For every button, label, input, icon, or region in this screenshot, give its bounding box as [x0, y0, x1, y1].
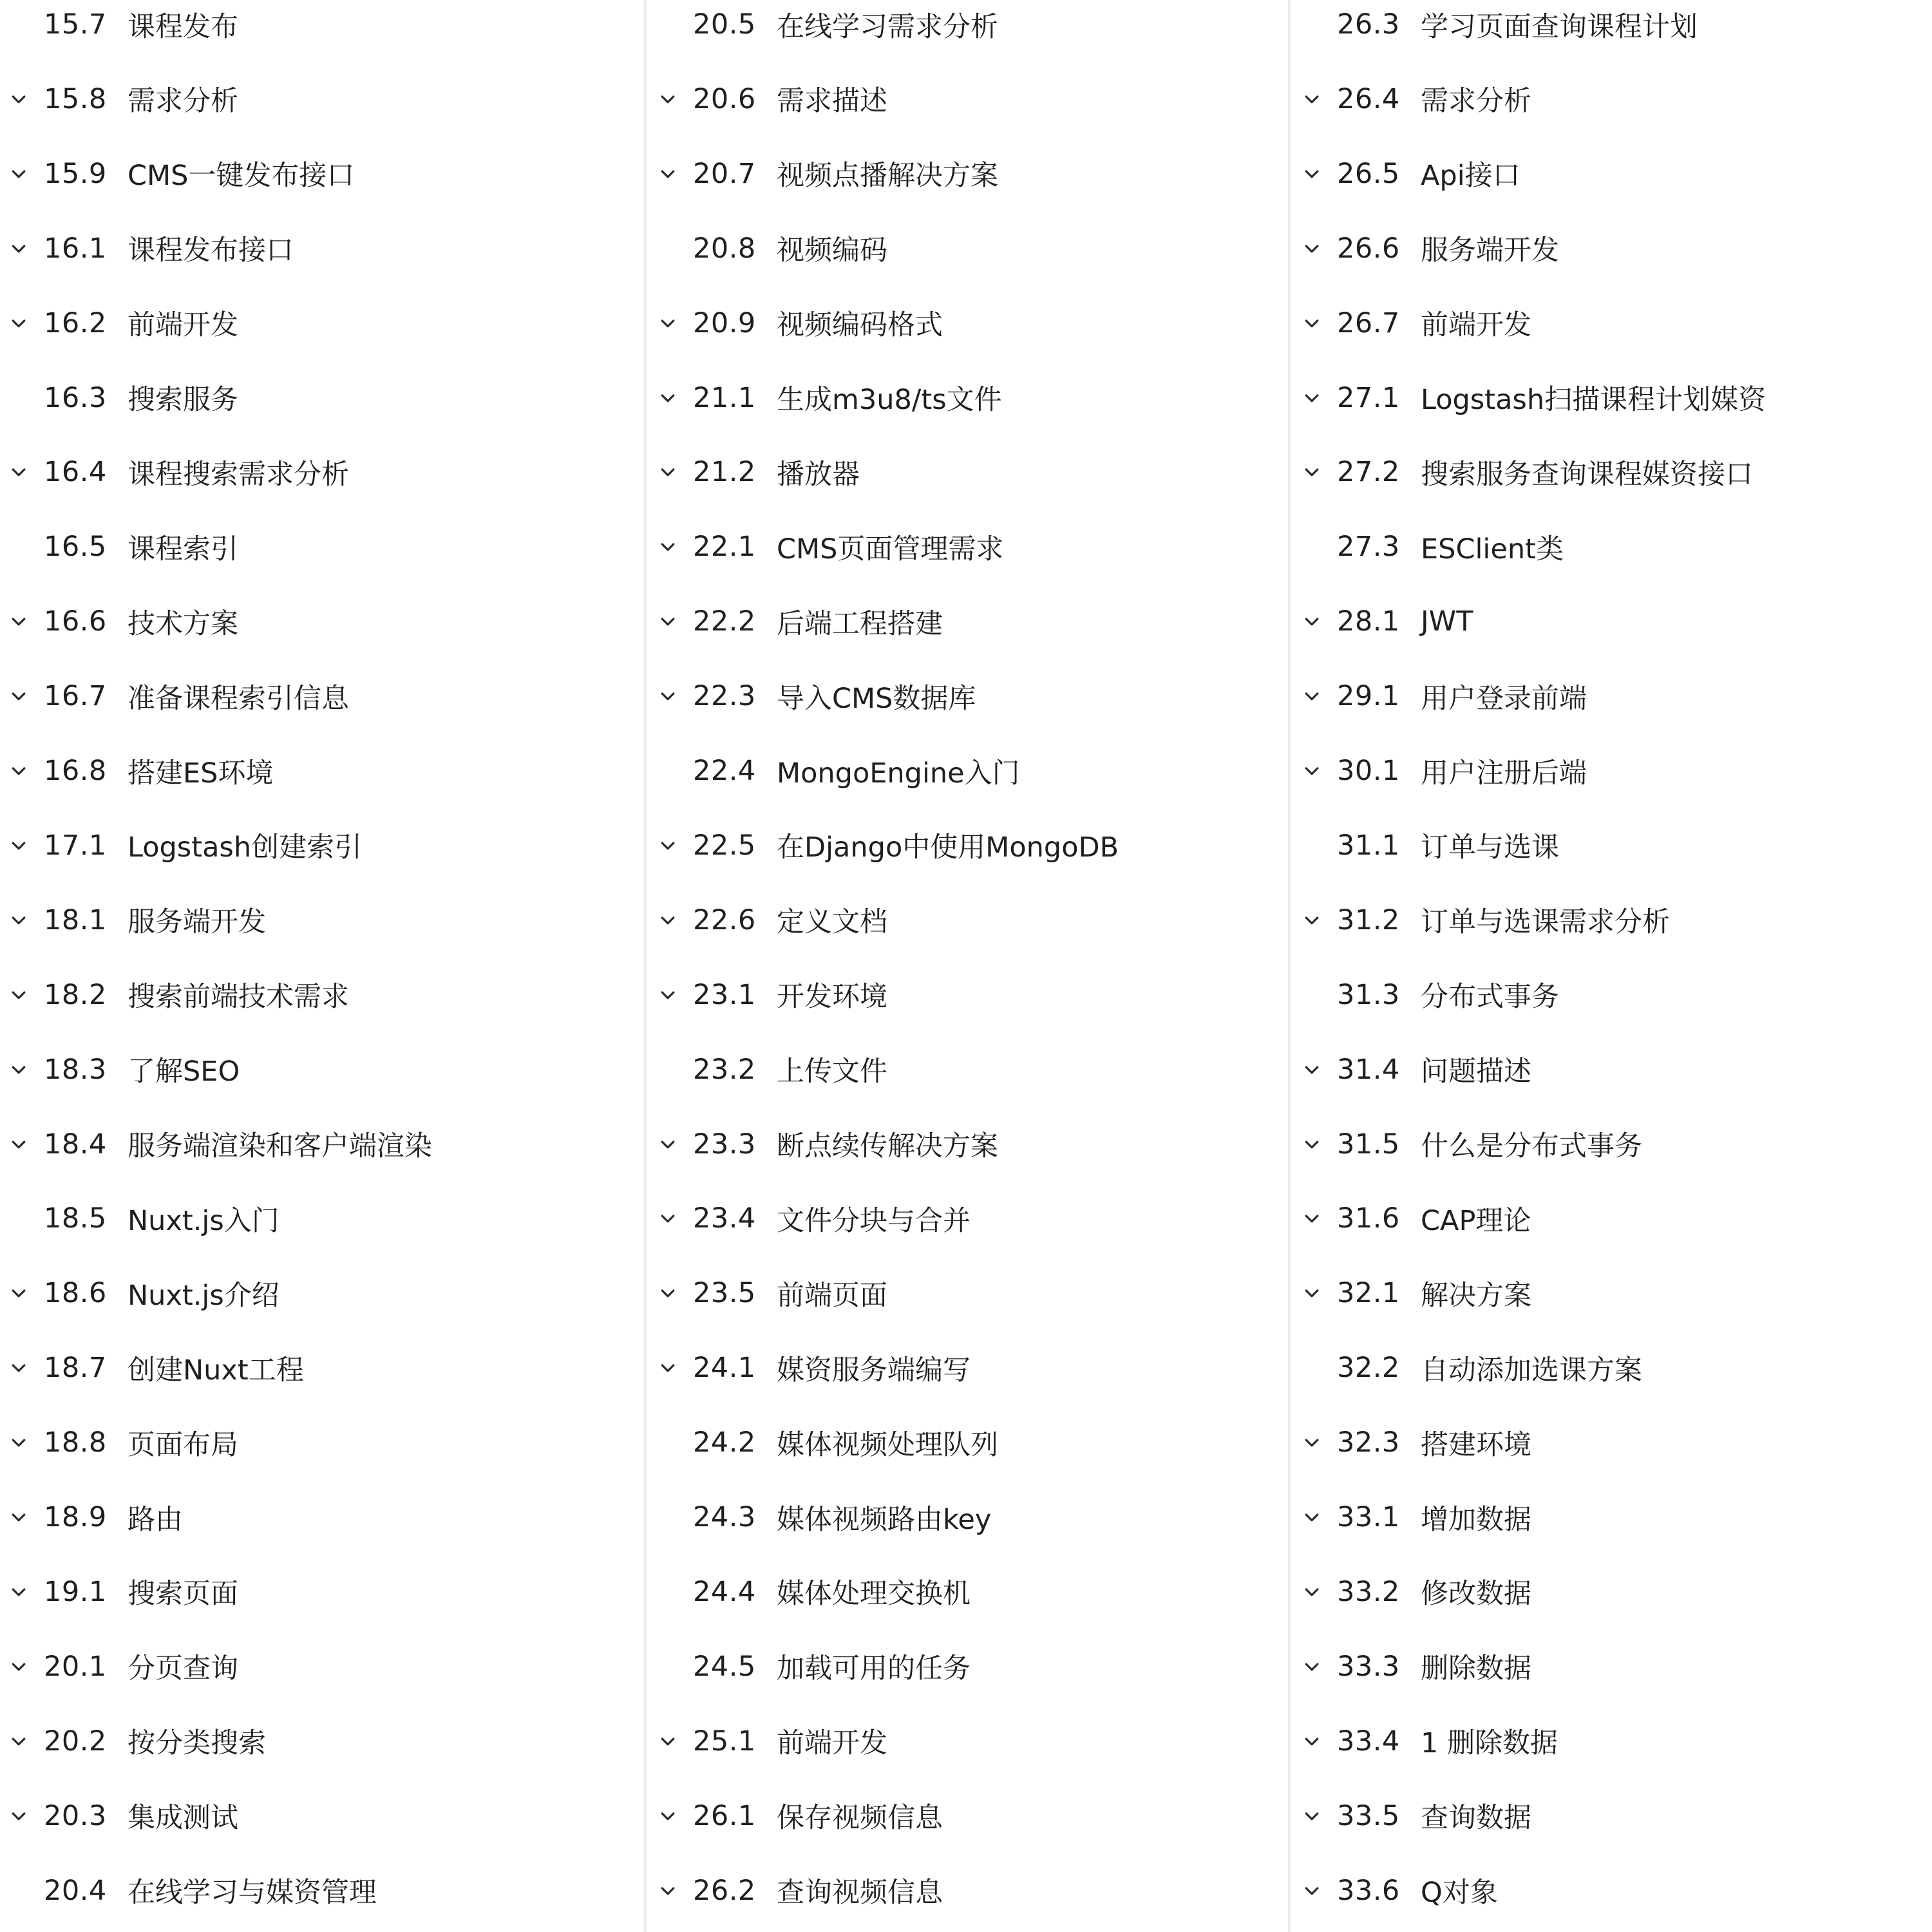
toc-item-title: 搜索服务	[128, 384, 238, 416]
toc-item-number: 22.4	[693, 755, 756, 787]
chevron-down-icon[interactable]	[9, 762, 28, 781]
toc-item[interactable]	[1291, 958, 1932, 1032]
toc-item-title: ESClient类	[1421, 533, 1564, 565]
toc-item-number: 33.5	[1337, 1799, 1400, 1832]
chevron-down-icon[interactable]	[9, 1508, 28, 1528]
chevron-down-icon[interactable]	[658, 165, 677, 184]
toc-item-title: 需求分析	[128, 85, 238, 118]
chevron-down-icon[interactable]	[9, 1658, 28, 1677]
toc-item[interactable]	[0, 1405, 644, 1480]
toc-item-title: 搜索页面	[128, 1578, 238, 1611]
toc-item-number: 32.2	[1337, 1352, 1400, 1385]
toc-item[interactable]	[647, 137, 1288, 211]
toc-item-number: 20.4	[44, 1874, 107, 1907]
chevron-down-icon[interactable]	[9, 986, 28, 1005]
toc-item[interactable]	[647, 1853, 1288, 1928]
toc-item-number: 33.6	[1337, 1874, 1400, 1907]
chevron-down-icon[interactable]	[9, 1434, 28, 1453]
toc-item[interactable]	[0, 958, 644, 1032]
chevron-down-icon[interactable]	[9, 314, 28, 334]
toc-item[interactable]	[647, 211, 1288, 286]
toc-item-number: 18.4	[44, 1128, 107, 1160]
toc-item-number: 31.1	[1337, 829, 1400, 862]
toc-item[interactable]	[0, 808, 644, 883]
toc-item-title: CMS一键发布接口	[128, 160, 355, 193]
toc-item[interactable]	[0, 1629, 644, 1704]
chevron-down-icon[interactable]	[1302, 1284, 1321, 1303]
chevron-down-icon[interactable]	[9, 1135, 28, 1155]
toc-item-number: 22.3	[693, 680, 756, 713]
toc-item-number: 28.1	[1337, 605, 1400, 638]
toc-item-number: 22.1	[693, 531, 756, 564]
toc-item[interactable]	[647, 62, 1288, 137]
toc-item[interactable]	[647, 1779, 1288, 1853]
toc-item-title: CMS页面管理需求	[777, 533, 1004, 565]
chevron-down-icon[interactable]	[9, 463, 28, 482]
toc-item[interactable]	[1291, 62, 1932, 137]
toc-item[interactable]	[647, 1480, 1288, 1555]
chevron-down-icon[interactable]	[1302, 389, 1321, 408]
chevron-down-icon[interactable]	[658, 837, 677, 856]
chevron-down-icon[interactable]	[1302, 1882, 1321, 1901]
chevron-down-icon[interactable]	[9, 1807, 28, 1826]
toc-item[interactable]	[1291, 211, 1932, 286]
toc-item-title: 媒体处理交换机	[777, 1578, 971, 1611]
toc-item-title: 前端开发	[777, 1727, 887, 1760]
toc-item-number: 24.4	[693, 1575, 756, 1608]
toc-item-number: 31.6	[1337, 1202, 1400, 1235]
chevron-down-icon[interactable]	[1302, 612, 1321, 632]
toc-item[interactable]	[0, 1107, 644, 1182]
toc-item-number: 20.8	[693, 232, 756, 265]
toc-item-title: 解决方案	[1421, 1279, 1531, 1312]
toc-item-title: 集成测试	[128, 1802, 238, 1835]
toc-item-number: 20.7	[693, 157, 756, 190]
toc-item-title: 媒资服务端编写	[777, 1354, 971, 1387]
toc-item-title: 导入CMS数据库	[777, 682, 976, 715]
toc-item[interactable]	[0, 584, 644, 659]
chevron-down-icon[interactable]	[1302, 463, 1321, 482]
toc-item-title: 路由	[128, 1503, 183, 1536]
toc-item-title: 课程搜索需求分析	[128, 458, 349, 491]
toc-item-title: JWT	[1421, 605, 1473, 638]
toc-item-title: 自动添加选课方案	[1421, 1354, 1642, 1387]
toc-item-title: 需求分析	[1421, 85, 1531, 118]
toc-item-number: 33.4	[1337, 1725, 1400, 1757]
toc-item-title: 分布式事务	[1421, 981, 1559, 1014]
toc-item-title: 删除数据	[1421, 1653, 1531, 1685]
toc-item[interactable]	[1291, 883, 1932, 958]
toc-item-title: 保存视频信息	[777, 1802, 943, 1835]
toc-item-number: 16.5	[44, 531, 107, 564]
toc-item[interactable]	[1291, 1256, 1932, 1331]
chevron-down-icon[interactable]	[9, 165, 28, 184]
toc-item[interactable]	[0, 1032, 644, 1107]
chevron-down-icon[interactable]	[9, 1732, 28, 1752]
toc-item-title: 生成m3u8/ts文件	[777, 384, 1002, 416]
toc-item-title: 搭建环境	[1421, 1428, 1531, 1461]
chevron-down-icon[interactable]	[1302, 1732, 1321, 1752]
toc-item[interactable]	[1291, 1331, 1932, 1405]
chevron-down-icon[interactable]	[658, 314, 677, 334]
toc-item[interactable]	[1291, 1629, 1932, 1704]
toc-item-title: 在Django中使用MongoDB	[777, 831, 1119, 864]
toc-item-number: 18.2	[44, 978, 107, 1011]
toc-item[interactable]	[647, 286, 1288, 361]
toc-item-number: 20.6	[693, 82, 756, 115]
toc-item-title: 定义文档	[777, 906, 887, 939]
toc-item-title: 视频编码格式	[777, 309, 943, 342]
toc-item[interactable]	[0, 509, 644, 584]
toc-item-title: 分页查询	[128, 1653, 238, 1685]
chevron-down-icon[interactable]	[9, 612, 28, 632]
toc-item-title: CAP理论	[1421, 1204, 1531, 1237]
toc-item-number: 33.1	[1337, 1501, 1400, 1533]
toc-item[interactable]	[647, 361, 1288, 435]
toc-item[interactable]	[1291, 137, 1932, 211]
toc-item-title: 页面布局	[128, 1428, 238, 1461]
toc-item-number: 27.3	[1337, 531, 1400, 564]
toc-item-title: 后端工程搭建	[777, 607, 943, 640]
toc-item-title: 查询数据	[1421, 1802, 1531, 1835]
toc-item[interactable]	[647, 1629, 1288, 1704]
toc-item-title: 按分类搜索	[128, 1727, 266, 1760]
chevron-down-icon[interactable]	[1302, 911, 1321, 931]
chevron-down-icon[interactable]	[9, 1359, 28, 1378]
toc-item[interactable]	[647, 1256, 1288, 1331]
toc-item-number: 31.4	[1337, 1053, 1400, 1086]
toc-item[interactable]	[647, 958, 1288, 1032]
toc-item[interactable]	[1291, 361, 1932, 435]
chevron-down-icon[interactable]	[658, 538, 677, 557]
toc-column-3	[1288, 0, 1932, 1932]
toc-item-number: 24.2	[693, 1426, 756, 1459]
toc-item-title: 文件分块与合并	[777, 1204, 971, 1237]
toc-item[interactable]	[1291, 1405, 1932, 1480]
chevron-down-icon[interactable]	[9, 911, 28, 931]
toc-item-title: Nuxt.js介绍	[128, 1279, 279, 1312]
chevron-down-icon[interactable]	[658, 90, 677, 109]
toc-item-number: 31.3	[1337, 978, 1400, 1011]
toc-item-number: 23.2	[693, 1053, 756, 1086]
toc-item-number: 23.5	[693, 1277, 756, 1310]
toc-item-title: 搭建ES环境	[128, 757, 274, 790]
toc-item-number: 26.2	[693, 1874, 756, 1907]
toc-item-number: 18.5	[44, 1202, 107, 1235]
toc-item-number: 20.5	[693, 8, 756, 41]
toc-item[interactable]	[1291, 1704, 1932, 1779]
toc-item-number: 25.1	[693, 1725, 756, 1757]
chevron-down-icon[interactable]	[1302, 314, 1321, 334]
chevron-down-icon[interactable]	[658, 687, 677, 706]
chevron-down-icon[interactable]	[658, 1284, 677, 1303]
toc-item[interactable]	[1291, 1032, 1932, 1107]
toc-item[interactable]	[0, 211, 644, 286]
toc-item-title: 了解SEO	[128, 1056, 240, 1088]
toc-item[interactable]	[0, 0, 644, 62]
toc-item[interactable]	[1291, 1555, 1932, 1629]
toc-item[interactable]	[0, 286, 644, 361]
toc-item-title: MongoEngine入门	[777, 757, 1020, 790]
toc-item-number: 31.2	[1337, 904, 1400, 936]
toc-item-title: 1 删除数据	[1421, 1727, 1558, 1760]
toc-item-number: 18.9	[44, 1501, 107, 1533]
toc-item-number: 18.3	[44, 1053, 107, 1086]
toc-item[interactable]	[1291, 808, 1932, 883]
chevron-down-icon[interactable]	[1302, 90, 1321, 109]
chevron-down-icon[interactable]	[658, 1807, 677, 1826]
toc-item-title: 上传文件	[777, 1056, 887, 1088]
toc-item-number: 27.1	[1337, 381, 1400, 414]
chevron-down-icon[interactable]	[9, 1583, 28, 1602]
toc-item-title: 技术方案	[128, 607, 238, 640]
toc-item-number: 30.1	[1337, 755, 1400, 787]
toc-item[interactable]	[0, 1555, 644, 1629]
toc-item-number: 15.7	[44, 8, 107, 41]
toc-item[interactable]	[1291, 286, 1932, 361]
chevron-down-icon[interactable]	[658, 1359, 677, 1378]
toc-item[interactable]	[1291, 0, 1932, 62]
toc-item-number: 20.3	[44, 1799, 107, 1832]
chevron-down-icon[interactable]	[1302, 1583, 1321, 1602]
toc-item-title: 订单与选课	[1421, 831, 1559, 864]
toc-item-title: 视频编码	[777, 234, 887, 267]
toc-item-number: 22.5	[693, 829, 756, 862]
toc-item-number: 20.9	[693, 307, 756, 339]
toc-item[interactable]	[1291, 734, 1932, 808]
chevron-down-icon[interactable]	[9, 1061, 28, 1080]
toc-item-number: 16.6	[44, 605, 107, 638]
toc-item-number: 26.5	[1337, 157, 1400, 190]
toc-item-number: 26.6	[1337, 232, 1400, 265]
chevron-down-icon[interactable]	[658, 463, 677, 482]
toc-item-title: 服务端渲染和客户端渲染	[128, 1130, 432, 1162]
chevron-down-icon[interactable]	[658, 911, 677, 931]
toc-item-title: 播放器	[777, 458, 860, 491]
toc-item-number: 16.3	[44, 381, 107, 414]
toc-item[interactable]	[0, 1853, 644, 1928]
toc-item-number: 26.3	[1337, 8, 1400, 41]
toc-item-number: 26.1	[693, 1799, 756, 1832]
toc-item-number: 22.6	[693, 904, 756, 936]
toc-item-title: 在线学习与媒资管理	[128, 1877, 377, 1909]
toc-item-title: Logstash扫描课程计划媒资	[1421, 384, 1766, 416]
chevron-down-icon[interactable]	[658, 612, 677, 632]
toc-item-number: 19.1	[44, 1575, 107, 1608]
toc-item-title: 查询视频信息	[777, 1877, 943, 1909]
toc-item-number: 17.1	[44, 829, 107, 862]
toc-item[interactable]	[647, 1405, 1288, 1480]
toc-item[interactable]	[0, 1331, 644, 1405]
toc-item-title: 创建Nuxt工程	[128, 1354, 304, 1387]
toc-item-title: 订单与选课需求分析	[1421, 906, 1670, 939]
toc-item-title: 服务端开发	[128, 906, 266, 939]
toc-item[interactable]	[1291, 584, 1932, 659]
toc-item-title: 课程发布接口	[128, 234, 294, 267]
toc-item-title: 课程发布	[128, 10, 238, 43]
toc-item-title: 加载可用的任务	[777, 1653, 971, 1685]
toc-item[interactable]	[1291, 659, 1932, 734]
toc-item-title: 课程索引	[128, 533, 238, 565]
toc-item[interactable]	[647, 509, 1288, 584]
toc-item[interactable]	[1291, 435, 1932, 509]
toc-item-number: 23.4	[693, 1202, 756, 1235]
chevron-down-icon[interactable]	[658, 389, 677, 408]
toc-item[interactable]	[647, 1331, 1288, 1405]
toc-item-number: 32.1	[1337, 1277, 1400, 1310]
toc-item-number: 21.2	[693, 456, 756, 489]
toc-item-title: 开发环境	[777, 981, 887, 1014]
toc-item-number: 32.3	[1337, 1426, 1400, 1459]
toc-item-number: 33.3	[1337, 1650, 1400, 1683]
toc-item[interactable]	[647, 1032, 1288, 1107]
chevron-down-icon[interactable]	[1302, 1434, 1321, 1453]
toc-item[interactable]	[0, 1779, 644, 1853]
toc-item-number: 29.1	[1337, 680, 1400, 713]
toc-item[interactable]	[647, 584, 1288, 659]
toc-item-number: 24.1	[693, 1352, 756, 1385]
toc-item-title: Q对象	[1421, 1877, 1498, 1909]
toc-item[interactable]	[0, 659, 644, 734]
toc-item-number: 16.7	[44, 680, 107, 713]
toc-item-title: 用户登录前端	[1421, 682, 1587, 715]
chevron-down-icon[interactable]	[9, 1284, 28, 1303]
toc-item[interactable]	[0, 883, 644, 958]
toc-item[interactable]	[0, 62, 644, 137]
chevron-down-icon[interactable]	[1302, 165, 1321, 184]
toc-item[interactable]	[1291, 1779, 1932, 1853]
chevron-down-icon[interactable]	[1302, 1209, 1321, 1229]
chevron-down-icon[interactable]	[1302, 240, 1321, 259]
toc-item-title: 搜索前端技术需求	[128, 981, 349, 1014]
toc-column-1	[0, 0, 644, 1932]
toc-item[interactable]	[0, 435, 644, 509]
toc-item-number: 22.2	[693, 605, 756, 638]
toc-item[interactable]	[0, 734, 644, 808]
toc-item-title: 搜索服务查询课程媒资接口	[1421, 458, 1753, 491]
toc-item-number: 26.7	[1337, 307, 1400, 339]
toc-item[interactable]	[647, 0, 1288, 62]
toc-item-title: 什么是分布式事务	[1421, 1130, 1642, 1162]
toc-item-title: 问题描述	[1421, 1056, 1531, 1088]
toc-item[interactable]	[647, 659, 1288, 734]
chevron-down-icon[interactable]	[658, 1135, 677, 1155]
toc-item-title: 用户注册后端	[1421, 757, 1587, 790]
toc-item-title: Logstash创建索引	[128, 831, 363, 864]
chevron-down-icon[interactable]	[9, 687, 28, 706]
toc-item-title: Api接口	[1421, 160, 1520, 193]
toc-item-number: 18.1	[44, 904, 107, 936]
chevron-down-icon[interactable]	[658, 986, 677, 1005]
toc-item-number: 23.1	[693, 978, 756, 1011]
chevron-down-icon[interactable]	[1302, 1135, 1321, 1155]
toc-item-title: 断点续传解决方案	[777, 1130, 998, 1162]
toc-item-number: 31.5	[1337, 1128, 1400, 1160]
toc-item-number: 24.5	[693, 1650, 756, 1683]
toc-item-number: 24.3	[693, 1501, 756, 1533]
toc-item-number: 21.1	[693, 381, 756, 414]
chevron-down-icon[interactable]	[1302, 1807, 1321, 1826]
chevron-down-icon[interactable]	[658, 1882, 677, 1901]
chevron-down-icon[interactable]	[1302, 1658, 1321, 1677]
toc-item-number: 26.4	[1337, 82, 1400, 115]
chevron-down-icon[interactable]	[658, 1209, 677, 1229]
toc-item[interactable]	[0, 137, 644, 211]
toc-item[interactable]	[0, 1704, 644, 1779]
toc-item-title: 学习页面查询课程计划	[1421, 10, 1698, 43]
toc-item-number: 18.7	[44, 1352, 107, 1385]
toc-item-title: 服务端开发	[1421, 234, 1559, 267]
toc-item[interactable]	[0, 1480, 644, 1555]
toc-item-number: 27.2	[1337, 456, 1400, 489]
chevron-down-icon[interactable]	[1302, 1508, 1321, 1528]
toc-item-title: 准备课程索引信息	[128, 682, 349, 715]
chevron-down-icon[interactable]	[1302, 687, 1321, 706]
toc-item-number: 16.2	[44, 307, 107, 339]
toc-item-title: 媒体视频处理队列	[777, 1428, 998, 1461]
toc-item-title: 前端开发	[128, 309, 238, 342]
toc-item[interactable]	[647, 883, 1288, 958]
toc-item-title: 前端开发	[1421, 309, 1531, 342]
toc-item-title: 需求描述	[777, 85, 887, 118]
toc-item-number: 33.2	[1337, 1575, 1400, 1608]
toc-item-number: 16.4	[44, 456, 107, 489]
toc-item-title: Nuxt.js入门	[128, 1204, 279, 1237]
toc-item[interactable]	[647, 734, 1288, 808]
toc-item[interactable]	[1291, 1181, 1932, 1256]
toc-item[interactable]	[647, 808, 1288, 883]
toc-item-number: 15.8	[44, 82, 107, 115]
toc-item-title: 在线学习需求分析	[777, 10, 998, 43]
toc-item[interactable]	[0, 361, 644, 435]
toc-item-number: 16.1	[44, 232, 107, 265]
chevron-down-icon[interactable]	[9, 837, 28, 856]
toc-item[interactable]	[647, 1107, 1288, 1182]
toc-item[interactable]	[1291, 509, 1932, 584]
toc-item[interactable]	[1291, 1480, 1932, 1555]
toc-item-number: 23.3	[693, 1128, 756, 1160]
toc-column-2	[644, 0, 1288, 1932]
toc-item[interactable]	[647, 435, 1288, 509]
toc-item-title: 视频点播解决方案	[777, 160, 998, 193]
toc-item-number: 20.1	[44, 1650, 107, 1683]
toc-item-number: 15.9	[44, 157, 107, 190]
chevron-down-icon[interactable]	[658, 1732, 677, 1752]
toc-item[interactable]	[647, 1555, 1288, 1629]
chevron-down-icon[interactable]	[9, 240, 28, 259]
toc-item-number: 16.8	[44, 755, 107, 787]
toc-item-title: 修改数据	[1421, 1578, 1531, 1611]
toc-item-title: 前端页面	[777, 1279, 887, 1312]
chevron-down-icon[interactable]	[1302, 1061, 1321, 1080]
chevron-down-icon[interactable]	[1302, 762, 1321, 781]
toc-item-title: 媒体视频路由key	[777, 1503, 992, 1536]
toc-item[interactable]	[1291, 1107, 1932, 1182]
toc-item-number: 18.6	[44, 1277, 107, 1310]
toc-item-number: 18.8	[44, 1426, 107, 1459]
toc-item[interactable]	[0, 1256, 644, 1331]
toc-item-number: 20.2	[44, 1725, 107, 1757]
toc-item[interactable]	[0, 1181, 644, 1256]
toc-item[interactable]	[1291, 1853, 1932, 1928]
toc-item[interactable]	[647, 1181, 1288, 1256]
toc-item[interactable]	[647, 1704, 1288, 1779]
toc-item-title: 增加数据	[1421, 1503, 1531, 1536]
chevron-down-icon[interactable]	[9, 90, 28, 109]
